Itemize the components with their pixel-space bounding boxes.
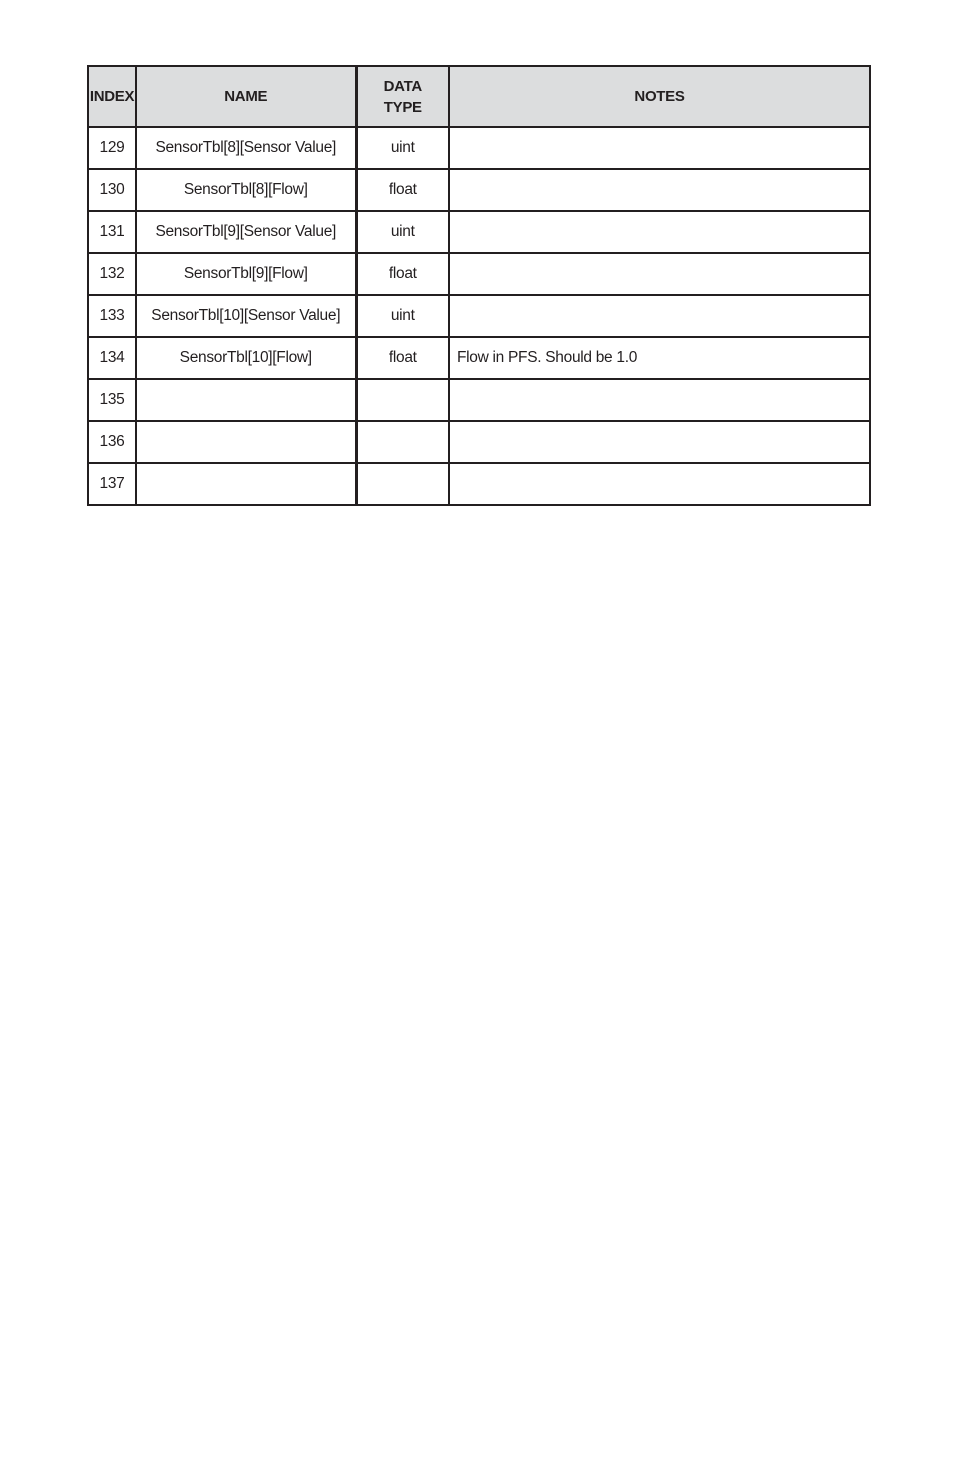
header-name: NAME <box>136 66 356 127</box>
cell-name: SensorTbl[10][Flow] <box>136 337 356 379</box>
cell-name <box>136 421 356 463</box>
cell-index: 136 <box>88 421 136 463</box>
table-row <box>88 169 870 211</box>
table-row <box>88 127 870 169</box>
header-data-type-line2: TYPE <box>383 98 422 116</box>
cell-notes <box>449 127 870 169</box>
cell-notes <box>449 421 870 463</box>
cell-notes: Flow in PFS. Should be 1.0 <box>449 337 870 379</box>
cell-name: SensorTbl[8][Sensor Value] <box>136 127 356 169</box>
cell-notes <box>449 169 870 211</box>
cell-name: SensorTbl[9][Sensor Value] <box>136 211 356 253</box>
cell-name: SensorTbl[10][Sensor Value] <box>136 295 356 337</box>
cell-notes <box>449 463 870 505</box>
cell-index: 134 <box>88 337 136 379</box>
cell-data-type: float <box>356 253 449 295</box>
cell-notes <box>449 211 870 253</box>
cell-name <box>136 463 356 505</box>
cell-data-type <box>356 463 449 505</box>
cell-index: 135 <box>88 379 136 421</box>
table-header-row <box>88 66 870 127</box>
cell-notes <box>449 379 870 421</box>
cell-notes <box>449 295 870 337</box>
table-row <box>88 211 870 253</box>
table-row <box>88 253 870 295</box>
cell-data-type: uint <box>356 211 449 253</box>
header-index: INDEX <box>88 66 136 127</box>
header-data-type-line1: DATA <box>383 77 422 95</box>
register-table <box>87 65 871 506</box>
cell-notes <box>449 253 870 295</box>
cell-index: 129 <box>88 127 136 169</box>
cell-data-type: float <box>356 337 449 379</box>
cell-index: 131 <box>88 211 136 253</box>
table-row <box>88 421 870 463</box>
cell-name: SensorTbl[9][Flow] <box>136 253 356 295</box>
cell-index: 132 <box>88 253 136 295</box>
cell-data-type: float <box>356 169 449 211</box>
header-notes: NOTES <box>449 66 870 127</box>
table-row <box>88 295 870 337</box>
cell-name <box>136 379 356 421</box>
cell-name: SensorTbl[8][Flow] <box>136 169 356 211</box>
cell-index: 130 <box>88 169 136 211</box>
cell-index: 133 <box>88 295 136 337</box>
table-row <box>88 463 870 505</box>
cell-data-type: uint <box>356 127 449 169</box>
table-row <box>88 337 870 379</box>
cell-data-type <box>356 379 449 421</box>
table-row <box>88 379 870 421</box>
cell-data-type <box>356 421 449 463</box>
cell-data-type: uint <box>356 295 449 337</box>
cell-index: 137 <box>88 463 136 505</box>
header-data-type <box>356 66 449 127</box>
